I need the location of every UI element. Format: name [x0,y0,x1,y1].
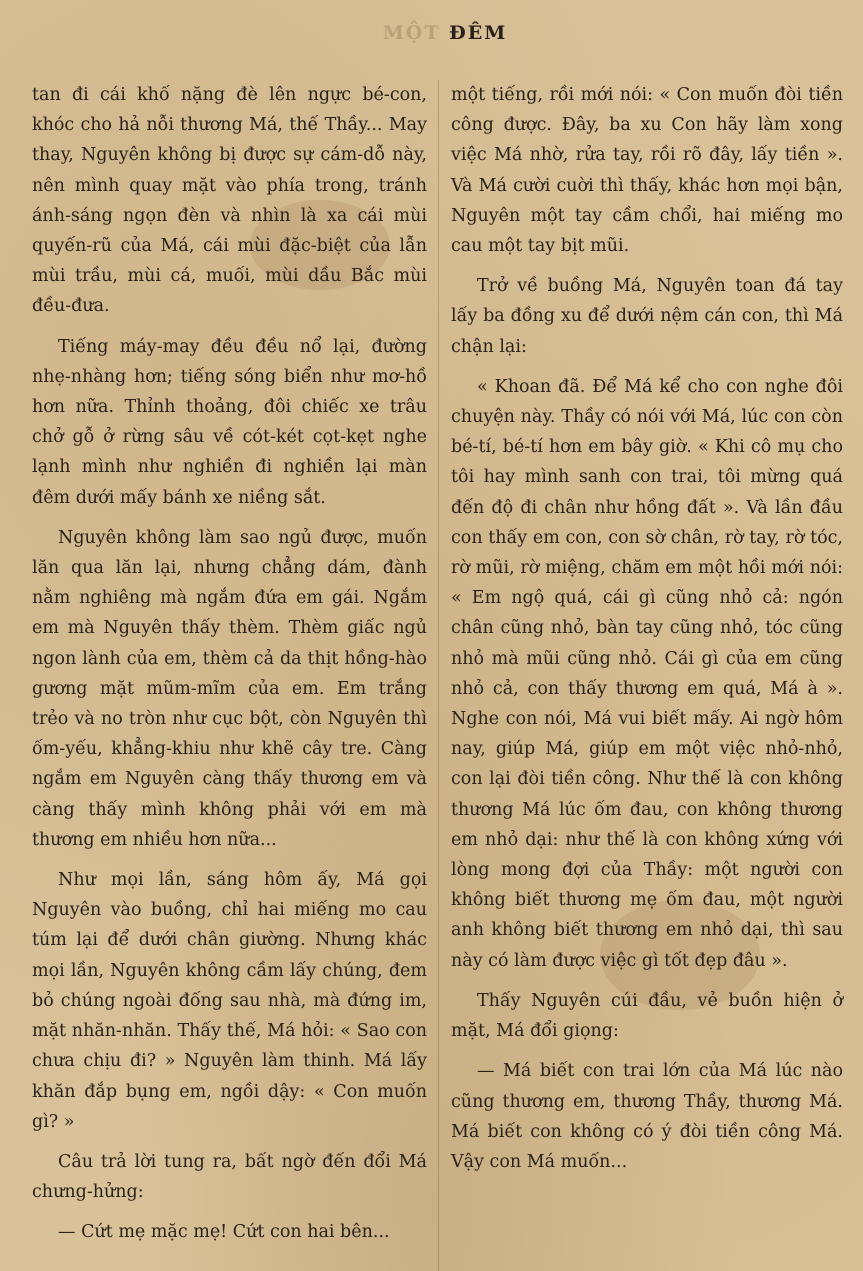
paragraph: Như mọi lần, sáng hôm ấy, Má gọi Nguyên vào buồng, chỉ hai miếng mo cau túm lại để dưới chân giường. Nhưng khác mọi lần, Nguyên không cầm lấy chúng, đem bỏ chúng ngoài đống sau nhà, mà đứng im, mặt nhăn-nhăn. Thấy thế, Má hỏi: « Sao con chưa chịu đi? » Nguyên làm thinh. Má lấy khăn đắp bụng em, ngồi dậy: « Con muốn gì? » [32,870,427,1132]
paragraph: Tiếng máy-may đều đều nổ lại, đường nhẹ-nhàng hơn; tiếng sóng biển như mơ-hồ hơn nữa. Thỉnh thoảng, đôi chiếc xe trâu chở gỗ ở rừng sâu về cót-két cọt-kẹt nghe lạnh mình như nghiền đi nghiền lại màn đêm dưới mấy bánh xe niềng sắt. [32,336,427,508]
paragraph: Trở về buồng Má, Nguyên toan đá tay lấy ba đồng xu để dưới nệm cán con, thì Má chận lại: [451,276,843,357]
paragraph: tan đi cái khố nặng đè lên ngực bé-con, khóc cho hả nỗi thương Má, thế Thầy... May thay, Nguyên không bị được sự cám-dỗ này, nên mình quay mặt vào phía trong, tránh ánh-sáng ngọn đèn và nhìn là xa cái mùi quyến-rũ của Má, cái mùi đặc-biệt của lẫn mùi trầu, mùi cá, muối, mùi dầu Bắc mùi đều-đưa. [32,85,427,317]
paragraph: Câu trả lời tung ra, bất ngờ đến đổi Má chưng-hửng: [32,1151,427,1203]
page-header [380,22,510,44]
paragraph: Thấy Nguyên cúi đầu, vẻ buồn hiện ở mặt, Má đổi giọng: [451,990,843,1042]
paragraph: — Cứt mẹ mặc mẹ! Cứt con hai bên... [58,1222,390,1243]
header-title: ĐÊM [449,22,508,44]
right-column [451,80,843,1187]
paragraph: « Khoan đã. Để Má kể cho con nghe đôi chuyện này. Thầy có nói với Má, lúc con còn bé-tí, bé-tí hơn em bây giờ. « Khi cô mụ cho tôi hay mình sanh con trai, tôi mừng quá đến độ đi chân như hồng đất ». Và lần đầu con thấy em con, con sờ chân, rờ tay, rờ tóc, rờ mũi, rờ miệng, chăm em một hồi mới nói: « Em ngộ quá, cái gì cũng nhỏ cả: ngón chân cũng nhỏ, bàn tay cũng nhỏ, tóc cũng nhỏ mà mũi cũng nhỏ. Cái gì của em cũng nhỏ cả, con thấy thương em quá, Má à ». Nghe con nói, Má vui biết mấy. Ai ngờ hôm nay, giúp Má, giúp em một việc nhỏ-nhỏ, con lại đòi tiền công. Như thế là con không thương Má lúc ốm đau, con không thương em nhỏ dại: như thế là con không xứng với lòng mong đợi của Thầy: một người con không biết thương mẹ ốm đau, một người anh không biết thương em nhỏ dại, thì sau này có làm được việc gì tốt đẹp đâu ». [451,376,843,971]
column-divider [438,80,439,1271]
header-faded-word: MỘT [382,22,441,44]
left-column [32,80,427,1258]
paragraph: một tiếng, rồi mới nói: « Con muốn đòi tiền công được. Đây, ba xu Con hãy làm xong việc Má nhờ, rửa tay, rồi rõ đây, lấy tiền ». Và Má cười cuời thì thấy, khác hơn mọi bận, Nguyên một tay cầm chổi, hai miếng mo cau một tay bịt mũi. [451,85,843,257]
paragraph: Nguyên không làm sao ngủ được, muốn lăn qua lăn lại, nhưng chẳng dám, đành nằm nghiêng mà ngắm đứa em gái. Ngắm em mà Nguyên thấy thèm. Thèm giấc ngủ ngon lành của em, thèm cả da thịt hồng-hào gương mặt mũm-mĩm của em. Em trắng trẻo và no tròn như cục bột, còn Nguyên thì ốm-yếu, khẳng-khiu như khẽ cây tre. Càng ngắm em Nguyên càng thấy thương em và càng thấy mình không phải với em mà thương em nhiều hơn nữa... [32,527,427,850]
paragraph: — Má biết con trai lớn của Má lúc nào cũng thương em, thương Thầy, thương Má. Má biết con không có ý đòi tiền công Má. Vậy con Má muốn... [451,1061,843,1172]
